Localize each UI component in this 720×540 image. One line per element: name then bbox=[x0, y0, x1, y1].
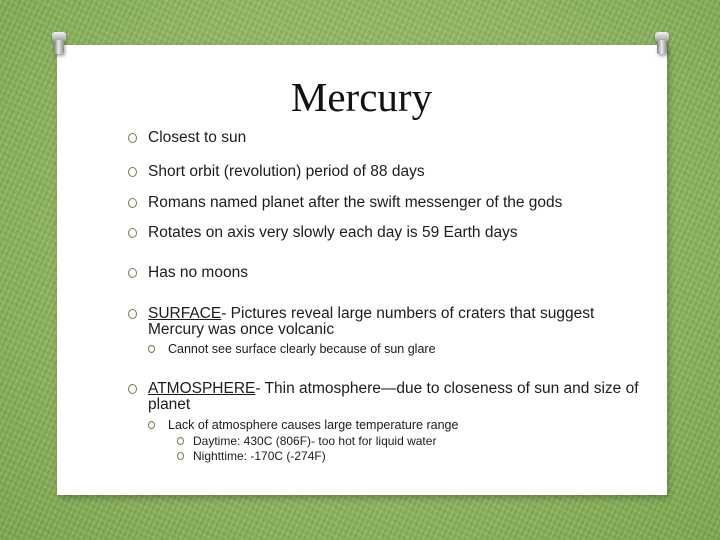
sub-sub-bullet-ring-icon bbox=[177, 437, 184, 445]
bullet-item-atmosphere: ATMOSPHERE- Thin atmosphere—due to closeness of sun and size of planet bbox=[128, 381, 648, 413]
sub-sub-bullet-item: Nighttime: -170C (-274F) bbox=[177, 449, 648, 463]
bullet-item: Has no moons bbox=[128, 265, 648, 281]
bullet-ring-icon bbox=[128, 167, 137, 177]
slide-title: Mercury bbox=[290, 74, 433, 120]
sub-bullet-ring-icon bbox=[148, 421, 155, 429]
bullet-ring-icon bbox=[128, 384, 137, 394]
pushpin-icon-left bbox=[51, 32, 67, 58]
pushpin-icon-right bbox=[654, 32, 670, 58]
bullet-list bbox=[128, 126, 648, 463]
slide-title-wrap bbox=[0, 73, 720, 121]
sub-bullet-item: Cannot see surface clearly because of sun glare bbox=[148, 342, 648, 356]
bullet-item-surface: SURFACE- Pictures reveal large numbers of craters that suggest Mercury was once volcanic bbox=[128, 306, 648, 338]
bullet-item: Rotates on axis very slowly each day is 59 Earth days bbox=[128, 225, 648, 241]
bullet-item: Short orbit (revolution) period of 88 days bbox=[128, 164, 648, 180]
bullet-ring-icon bbox=[128, 309, 137, 319]
bullet-ring-icon bbox=[128, 198, 137, 208]
surface-label: SURFACE bbox=[148, 305, 222, 322]
bullet-ring-icon bbox=[128, 133, 137, 143]
sub-bullet-ring-icon bbox=[148, 345, 155, 353]
bullet-item: Romans named planet after the swift messenger of the gods bbox=[128, 195, 648, 211]
bullet-ring-icon bbox=[128, 228, 137, 238]
sub-sub-bullet-ring-icon bbox=[177, 452, 184, 460]
sub-bullet-item: Lack of atmosphere causes large temperature range bbox=[148, 418, 648, 432]
bullet-ring-icon bbox=[128, 268, 137, 278]
atmosphere-label: ATMOSPHERE bbox=[148, 380, 256, 397]
bullet-item: Closest to sun bbox=[128, 130, 648, 146]
sub-sub-bullet-item: Daytime: 430C (806F)- too hot for liquid water bbox=[177, 434, 648, 448]
